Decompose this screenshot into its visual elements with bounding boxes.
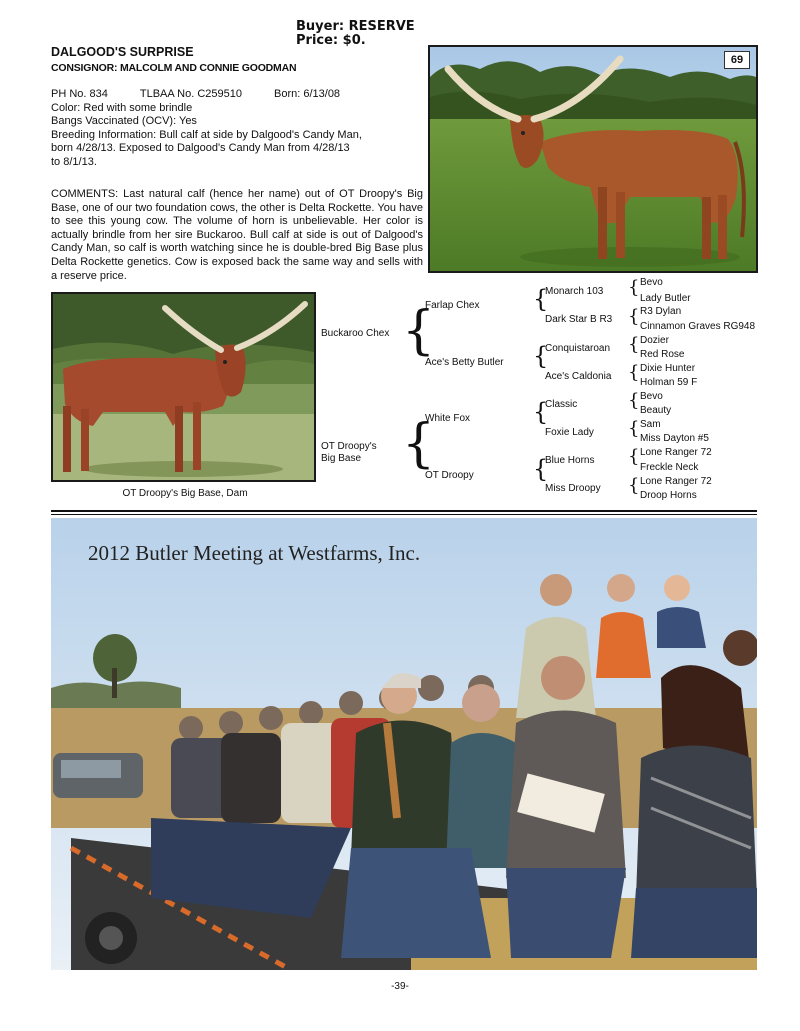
pedigree-dam-line-2: Big Base bbox=[321, 453, 362, 464]
pedigree-g2-4: OT Droopy bbox=[425, 470, 474, 481]
pedigree-g4-2: Lady Butler bbox=[640, 293, 691, 304]
event-title: 2012 Butler Meeting at Westfarms, Inc. bbox=[88, 541, 421, 565]
dam-cow-illustration bbox=[53, 294, 314, 480]
pedigree-g4-14: Freckle Neck bbox=[640, 462, 699, 473]
lot-info bbox=[51, 88, 423, 170]
pedigree-brace-g4-6: { bbox=[628, 418, 640, 439]
pedigree-g4-10: Beauty bbox=[640, 405, 672, 416]
pedigree-g4-9: Bevo bbox=[640, 391, 663, 402]
pedigree-dam bbox=[321, 441, 377, 465]
buyer-price-block bbox=[296, 20, 415, 48]
pedigree-g4-1: Bevo bbox=[640, 277, 663, 288]
pedigree-brace-g4-3: { bbox=[628, 334, 640, 355]
pedigree-g3-1: Monarch 103 bbox=[545, 286, 604, 297]
pedigree-g3-4: Ace's Caldonia bbox=[545, 371, 612, 382]
crowd-on-trailer-illustration bbox=[51, 518, 757, 970]
pedigree-g2-2: Ace's Betty Butler bbox=[425, 357, 504, 368]
breeding-line-1: Breeding Information: Bull calf at side by Dalgood's Candy Man, bbox=[51, 128, 362, 141]
dam-photo-caption: OT Droopy's Big Base, Dam bbox=[122, 488, 248, 499]
pedigree-brace-g4-2: { bbox=[628, 306, 640, 327]
pedigree-g3-8: Miss Droopy bbox=[545, 483, 601, 494]
pedigree-g4-11: Sam bbox=[640, 419, 661, 430]
dam-photo bbox=[51, 292, 316, 482]
breeding-line-3: to 8/1/13. bbox=[51, 155, 97, 168]
registration-row bbox=[51, 88, 423, 102]
pedigree-g4-13: Lone Ranger 72 bbox=[640, 447, 712, 458]
pedigree-brace-g4-8: { bbox=[628, 475, 640, 496]
born-date: Born: 6/13/08 bbox=[274, 88, 341, 100]
main-cow-photo bbox=[428, 45, 758, 273]
pedigree-g4-4: Cinnamon Graves RG948 bbox=[640, 321, 756, 332]
pedigree-dam-line-1: OT Droopy's bbox=[321, 441, 377, 452]
pedigree-brace-g3-3: { bbox=[533, 398, 549, 426]
pedigree-g2-1: Farlap Chex bbox=[425, 300, 480, 311]
pedigree-g3-6: Foxie Lady bbox=[545, 427, 594, 438]
pedigree-g4-12: Miss Dayton #5 bbox=[640, 433, 709, 444]
section-divider-thin bbox=[51, 514, 757, 515]
lot-title: DALGOOD'S SURPRISE bbox=[51, 45, 194, 59]
pedigree-g4-5: Dozier bbox=[640, 335, 669, 346]
pedigree-brace-g4-7: { bbox=[628, 446, 640, 467]
pedigree-brace-g3-4: { bbox=[533, 455, 549, 483]
section-divider bbox=[51, 510, 757, 512]
color-line: Color: Red with some brindle bbox=[51, 101, 193, 114]
pedigree-brace-g3-2: { bbox=[533, 342, 549, 370]
consignor-line: CONSIGNOR: MALCOLM AND CONNIE GOODMAN bbox=[51, 62, 297, 74]
comments-paragraph: COMMENTS: Last natural calf (hence her name) out of OT Droopy's Big Base, one of our two foundation cows, the other is Delta Rockette. You have to see this young cow. The volume of horn is unbelievable. Her color is actually brindle from her sire Buckaroo. Bull calf at side is out of Dalgood's Candy Man, so calf is worth watching since he is double-bred Big Base plus Delta Rockette genetics. Cow is exposed back the same way and sells with a reserve price. bbox=[51, 188, 423, 282]
price-label: Price: $0. bbox=[296, 33, 366, 48]
pedigree-brace-g3-1: { bbox=[533, 285, 549, 313]
pedigree-g3-7: Blue Horns bbox=[545, 455, 595, 466]
pedigree-g4-7: Dixie Hunter bbox=[640, 363, 696, 374]
lot-number-badge: 69 bbox=[724, 51, 750, 69]
pedigree-g4-15: Lone Ranger 72 bbox=[640, 476, 712, 487]
pedigree-g3-5: Classic bbox=[545, 399, 578, 410]
bangs-line: Bangs Vaccinated (OCV): Yes bbox=[51, 115, 197, 128]
pedigree-g2-3: White Fox bbox=[425, 413, 471, 424]
pedigree-g3-3: Conquistaroan bbox=[545, 343, 611, 354]
cow-pasture-illustration bbox=[430, 47, 756, 271]
ph-number: PH No. 834 bbox=[51, 88, 108, 100]
pedigree-g3-2: Dark Star B R3 bbox=[545, 314, 613, 325]
breeding-line-2: born 4/28/13. Exposed to Dalgood's Candy Man from 4/28/13 bbox=[51, 142, 350, 155]
pedigree-g4-8: Holman 59 F bbox=[640, 377, 698, 388]
pedigree-brace-dam: { bbox=[402, 414, 436, 474]
pedigree-g4-6: Red Rose bbox=[640, 349, 685, 360]
pedigree-brace-sire: { bbox=[402, 301, 436, 361]
pedigree-brace-g4-1: { bbox=[628, 277, 640, 298]
pedigree-brace-g4-5: { bbox=[628, 390, 640, 411]
tlbaa-number: TLBAA No. C259510 bbox=[139, 88, 242, 100]
pedigree-g4-16: Droop Horns bbox=[640, 490, 697, 501]
pedigree-brace-g4-4: { bbox=[628, 362, 640, 383]
buyer-label: Buyer: RESERVE bbox=[296, 19, 415, 34]
pedigree-g4-3: R3 Dylan bbox=[640, 306, 682, 317]
page-number: -39- bbox=[391, 981, 409, 992]
event-photo bbox=[51, 518, 757, 970]
pedigree-sire: Buckaroo Chex bbox=[321, 328, 390, 339]
